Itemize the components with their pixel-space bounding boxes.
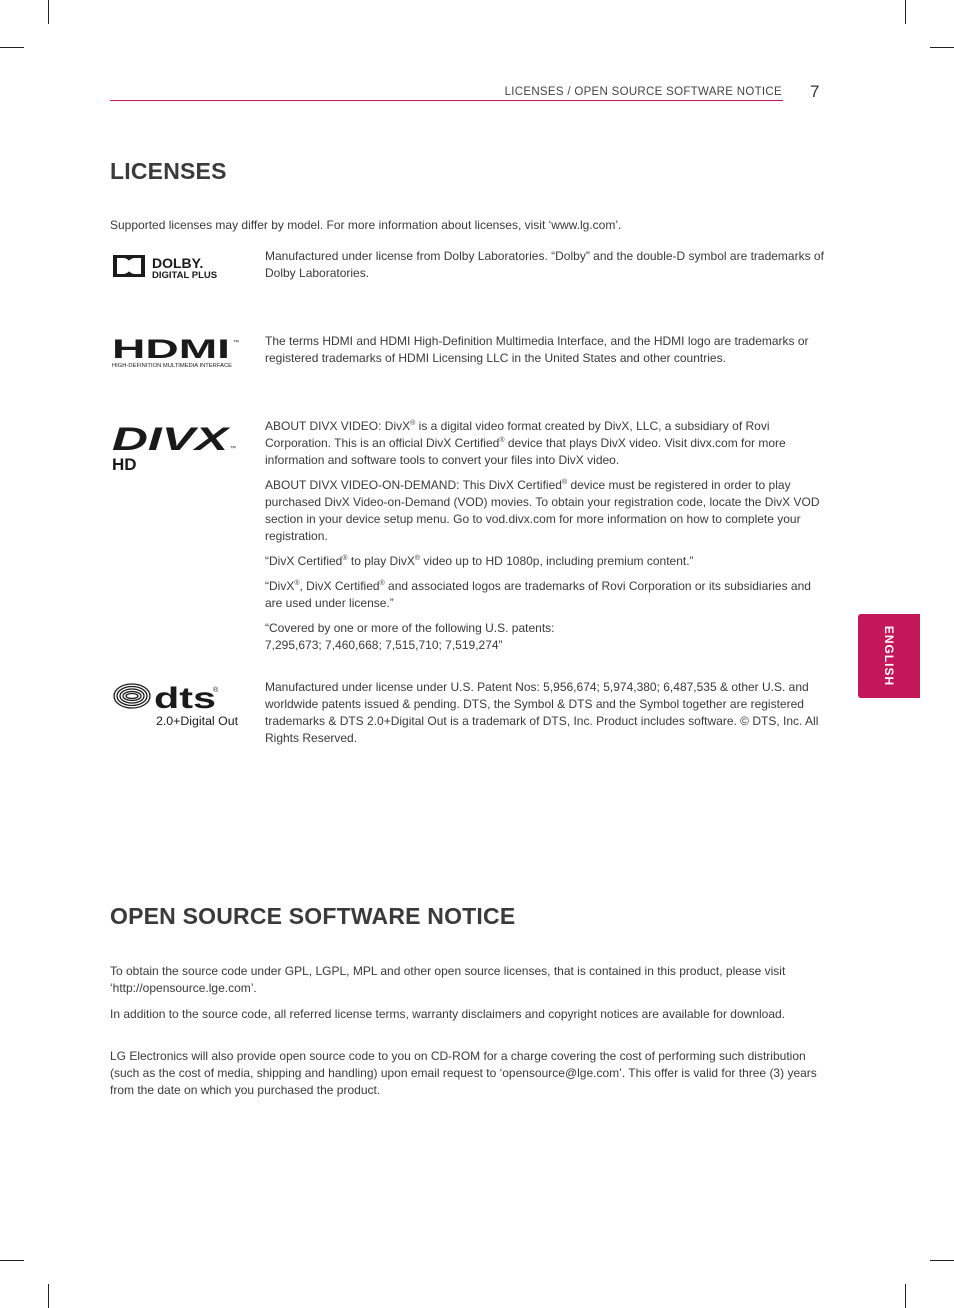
crop-mark (930, 47, 954, 48)
divx-license-text (265, 418, 825, 662)
dts-logo (112, 680, 242, 735)
hdmi-logo-word: HDMI (112, 336, 230, 364)
language-tab (858, 614, 920, 698)
page-number: 7 (810, 82, 820, 101)
crop-mark (930, 1260, 954, 1261)
crop-mark (48, 1284, 49, 1308)
dolby-license-text (265, 248, 825, 290)
dts-logo-word: dts (154, 682, 216, 715)
crop-mark (905, 0, 906, 24)
divx-icon (112, 420, 242, 474)
dts-paragraph: Manufactured under license under U.S. Patent Nos: 5,956,674; 5,974,380; 6,487,535 & other U.S. and worldwide patents issued & pending. DTS, the Symbol & DTS and the Symbol together are registered trademarks & DTS 2.0+Digital Out is a trademark of DTS, Inc. Product includes software. © DTS, Inc. All Rights Reserved. (265, 680, 819, 745)
hdmi-logo (112, 336, 242, 375)
header-divider (110, 100, 783, 101)
licenses-intro: Supported licenses may differ by model. For more information about licenses, visit ‘www.lg.com’. (110, 218, 622, 232)
dolby-paragraph: Manufactured under license from Dolby Laboratories. “Dolby” and the double-D symbol are trademarks of Dolby Laboratories. (265, 249, 824, 280)
divx-paragraph-4: “DivX®, DivX Certified® and associated logos are trademarks of Rovi Corporation or its subsidiaries and are used under license.” (265, 579, 811, 610)
open-source-paragraph-3: LG Electronics will also provide open source code to you on CD-ROM for a charge covering the cost of performing such distribution (such as the cost of media, shipping and handling) upon email request to ‘opensource@lge.com’. This offer is valid for three (3) years from the date on which you purchased the product. (110, 1049, 817, 1097)
divx-paragraph-2: ABOUT DIVX VIDEO-ON-DEMAND: This DivX Certified® device must be registered in order to play purchased DivX Video-on-Demand (VOD) movies. To obtain your registration code, locate the DivX VOD section in your device setup menu. Go to vod.divx.com for more information on how to complete your registration. (265, 478, 820, 543)
licenses-heading: LICENSES (110, 158, 227, 184)
divx-logo-word: DIVX (112, 421, 231, 457)
hdmi-icon (112, 336, 242, 370)
dolby-double-d-icon (112, 252, 242, 282)
dolby-logo (112, 252, 242, 287)
crop-mark (0, 1260, 24, 1261)
divx-paragraph-3: “DivX Certified® to play DivX® video up to HD 1080p, including premium content.” (265, 554, 694, 568)
crop-mark (905, 1284, 906, 1308)
hdmi-logo-sub: HIGH-DEFINITION MULTIMEDIA INTERFACE (112, 363, 233, 369)
dts-logo-reg: ® (213, 687, 219, 694)
dts-icon (112, 680, 242, 730)
running-header: LICENSES / OPEN SOURCE SOFTWARE NOTICE (504, 86, 782, 98)
divx-logo-sub: HD (112, 455, 137, 474)
crop-mark (48, 0, 49, 24)
hdmi-paragraph: The terms HDMI and HDMI High-Definition Multimedia Interface, and the HDMI logo are trademarks or registered trademarks of HDMI Licensing LLC in the United States and other countries. (265, 334, 809, 365)
open-source-paragraph-2: In addition to the source code, all referred license terms, warranty disclaimers and copyright notices are available for download. (110, 1007, 786, 1021)
dolby-logo-word: DOLBY. (152, 255, 204, 271)
divx-paragraph-5: “Covered by one or more of the following U.S. patents: 7,295,673; 7,460,668; 7,515,710; 7,519,274” (265, 621, 555, 652)
hdmi-logo-tm: ™ (233, 340, 239, 346)
dolby-logo-sub: DIGITAL PLUS (152, 270, 218, 281)
divx-logo-tm: ™ (230, 446, 236, 452)
dts-symbol-icon (114, 684, 150, 708)
divx-paragraph-1: ABOUT DIVX VIDEO: DivX® is a digital video format created by DivX, LLC, a subsidiary of Rovi Corporation. This is an official DivX Certified® device that plays DivX video. Visit divx.com for more information and software tools to convert your files into DivX video. (265, 419, 786, 467)
language-tab-label: ENGLISH (882, 625, 896, 687)
hdmi-license-text (265, 333, 825, 375)
crop-mark (0, 47, 24, 48)
open-source-heading: OPEN SOURCE SOFTWARE NOTICE (110, 903, 516, 929)
divx-logo (112, 420, 242, 479)
open-source-paragraph-1: To obtain the source code under GPL, LGPL, MPL and other open source licenses, that is contained in this product, please visit ‘http://opensource.lge.com’. (110, 964, 786, 995)
dts-logo-sub: 2.0+Digital Out (156, 716, 239, 728)
dts-license-text (265, 679, 825, 755)
